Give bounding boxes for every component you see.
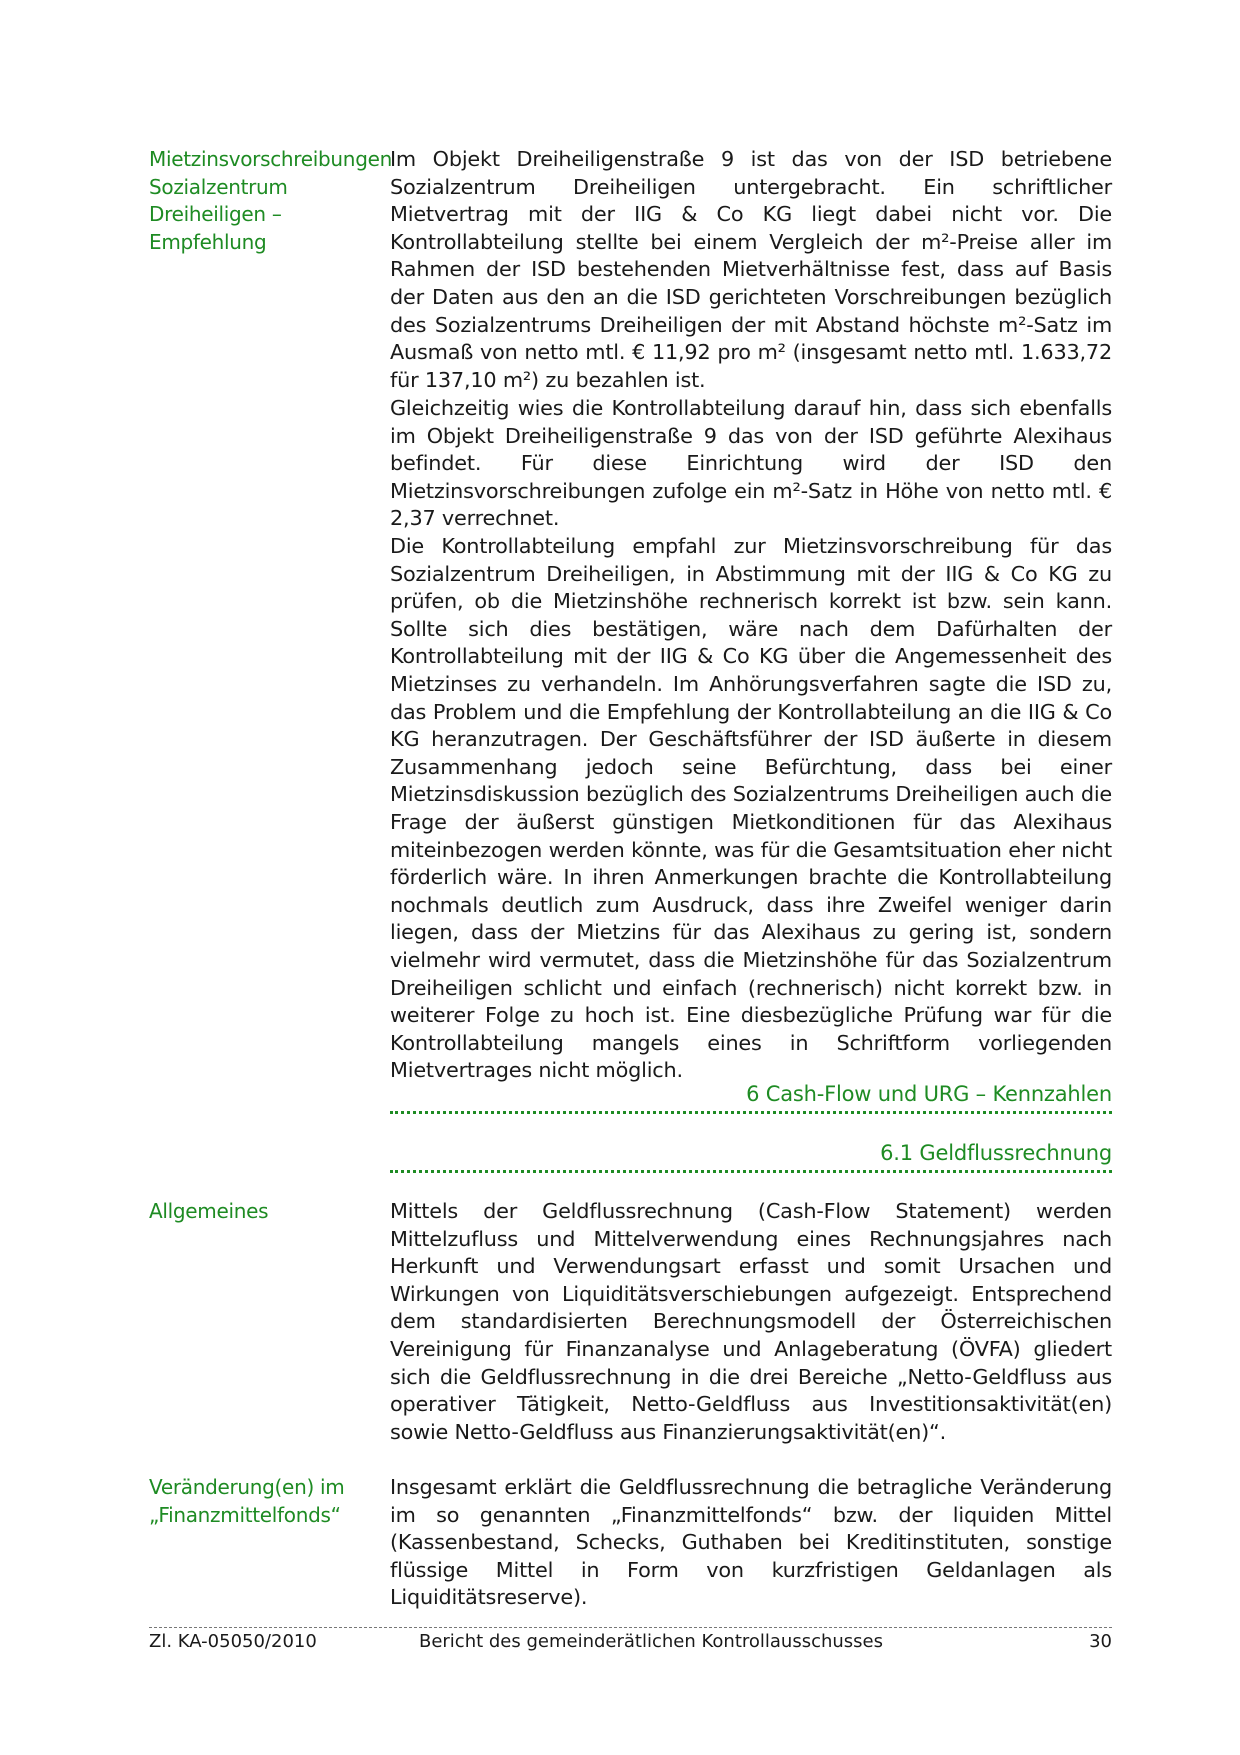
- footer-divider: [149, 1627, 1112, 1628]
- margin-note-line: Mietzinsvorschreibungen: [149, 147, 392, 171]
- heading-divider: [390, 1111, 1112, 1114]
- footer-page-number: 30: [1089, 1631, 1112, 1652]
- margin-note-line: Sozialzentrum: [149, 174, 288, 199]
- margin-note-line: „Finanzmittelfonds“: [149, 1502, 341, 1527]
- paragraph-fund: Insgesamt erklärt die Geldflussrechnung die betragliche Veränderung im so genannten „Finanzmittelfonds“ bzw. der liquiden Mittel (Kassenbestand, Schecks, Guthaben bei Kreditinstituten, sonstige flüssige Mittel in Form von kurzfristigen Geldanlagen als Liquiditätsreserve).: [390, 1475, 1112, 1610]
- paragraph-rent-3: Die Kontrollabteilung empfahl zur Mietzinsvorschreibung für das Sozialzentrum Dreiheiligen, in Abstimmung mit der IIG & Co KG zu prüfen, ob die Mietzinshöhe rechnerisch korrekt ist bzw. sein kann. Sollte sich dies bestätigen, wäre nach dem Dafürhalten der Kontrollabteilung mit der IIG & Co KG über die Angemessenheit des Mietzinses zu verhandeln. Im Anhörungsverfahren sagte die ISD zu, das Problem und die Empfehlung der Kontrollabteilung an die IIG & Co KG heranzutragen. Der Geschäftsführer der ISD äußerte in diesem Zusammenhang jedoch seine Befürchtung, dass bei einer Mietzinsdiskussion bezüglich des Sozialzentrums Dreiheiligen auch die Frage der äußerst günstigen Mietkonditionen für das Alexihaus miteinbezogen werden könnte, was für die Gesamtsituation eher nicht förderlich wäre. In ihren Anmerkungen brachte die Kontrollabteilung nochmals deutlich zum Ausdruck, dass ihre Zweifel weniger darin liegen, dass der Mietzins für das Alexihaus zu gering ist, sondern vielmehr wird vermutet, dass die Mietzinshöhe für das Sozialzentrum Dreiheiligen schlicht und einfach (rechnerisch) nicht korrekt bzw. in weiterer Folge zu hoch ist. Eine diesbezügliche Prüfung war für die Kontrollabteilung mangels eines in Schriftform vorliegenden Mietvertrages nicht möglich.: [390, 534, 1112, 1083]
- margin-note-rent: [149, 146, 392, 256]
- margin-note-fund: [149, 1474, 379, 1529]
- heading-divider: [390, 1170, 1112, 1173]
- section-heading-6: 6 Cash-Flow und URG – Kennzahlen: [746, 1082, 1112, 1106]
- footer-reference: Zl. KA-05050/2010: [149, 1631, 317, 1652]
- paragraph-rent-2: Gleichzeitig wies die Kontrollabteilung darauf hin, dass sich ebenfalls im Objekt Dreiheiligenstraße 9 das von der ISD geführte Alexihaus befindet. Für diese Einrichtung wird der ISD den Mietzinsvorschreibungen zufolge ein m²-Satz in Höhe von netto mtl. € 2,37 verrechnet.: [390, 396, 1112, 531]
- margin-note-line: Allgemeines: [149, 1199, 269, 1223]
- section-heading-6-1: 6.1 Geldflussrechnung: [880, 1141, 1112, 1165]
- margin-note-general: [149, 1198, 379, 1226]
- margin-note-line: Empfehlung: [149, 229, 267, 254]
- footer-title: Bericht des gemeinderätlichen Kontrollausschusses: [418, 1631, 884, 1652]
- margin-note-line: Dreiheiligen –: [149, 202, 282, 226]
- paragraph-rent-1: Im Objekt Dreiheiligenstraße 9 ist das von der ISD betriebene Sozialzentrum Dreiheiligen untergebracht. Ein schriftlicher Mietvertrag mit der IIG & Co KG liegt dabei nicht vor. Die Kontrollabteilung stellte bei einem Vergleich der m²-Preise aller im Rahmen der ISD bestehenden Mietverhältnisse fest, dass auf Basis der Daten aus den an die ISD gerichteten Vorschreibungen bezüglich des Sozialzentrums Dreiheiligen der mit Abstand höchste m²-Satz im Ausmaß von netto mtl. € 11,92 pro m² (insgesamt netto mtl. 1.633,72 für 137,10 m²) zu bezahlen ist.: [390, 147, 1112, 392]
- paragraph-general: Mittels der Geldflussrechnung (Cash-Flow Statement) werden Mittelzufluss und Mittelverwendung eines Rechnungsjahres nach Herkunft und Verwendungsart erfasst und somit Ursachen und Wirkungen von Liquiditätsverschiebungen aufgezeigt. Entsprechend dem standardisierten Berechnungsmodell der Österreichischen Vereinigung für Finanzanalyse und Anlageberatung (ÖVFA) gliedert sich die Geldflussrechnung in die drei Bereiche „Netto-Geldfluss aus operativer Tätigkeit, Netto-Geldfluss aus Investitionsaktivität(en) sowie Netto-Geldfluss aus Finanzierungsaktivität(en)“.: [390, 1199, 1112, 1444]
- margin-note-line: Veränderung(en) im: [149, 1475, 345, 1499]
